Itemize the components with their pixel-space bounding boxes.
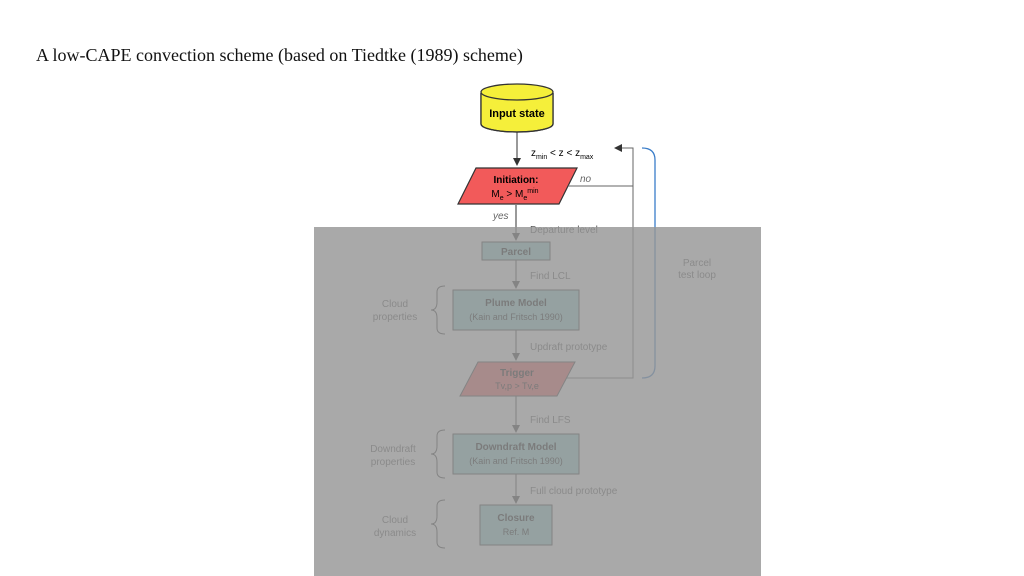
yes-label: yes	[493, 211, 509, 222]
initiation-title: Initiation:	[493, 175, 539, 186]
gray-overlay	[314, 227, 761, 576]
page-title: A low-CAPE convection scheme (based on Tiedtke (1989) scheme)	[36, 45, 523, 65]
initiation-node	[458, 168, 577, 204]
initiation-condition: $M_e > M_e^{min}$	[491, 188, 539, 202]
input-state-node	[481, 84, 553, 132]
no-label: no	[580, 174, 592, 185]
input-state-label: Input state	[489, 108, 545, 120]
z-range-label: $z_{min} < z < z_{max}$	[531, 148, 594, 161]
